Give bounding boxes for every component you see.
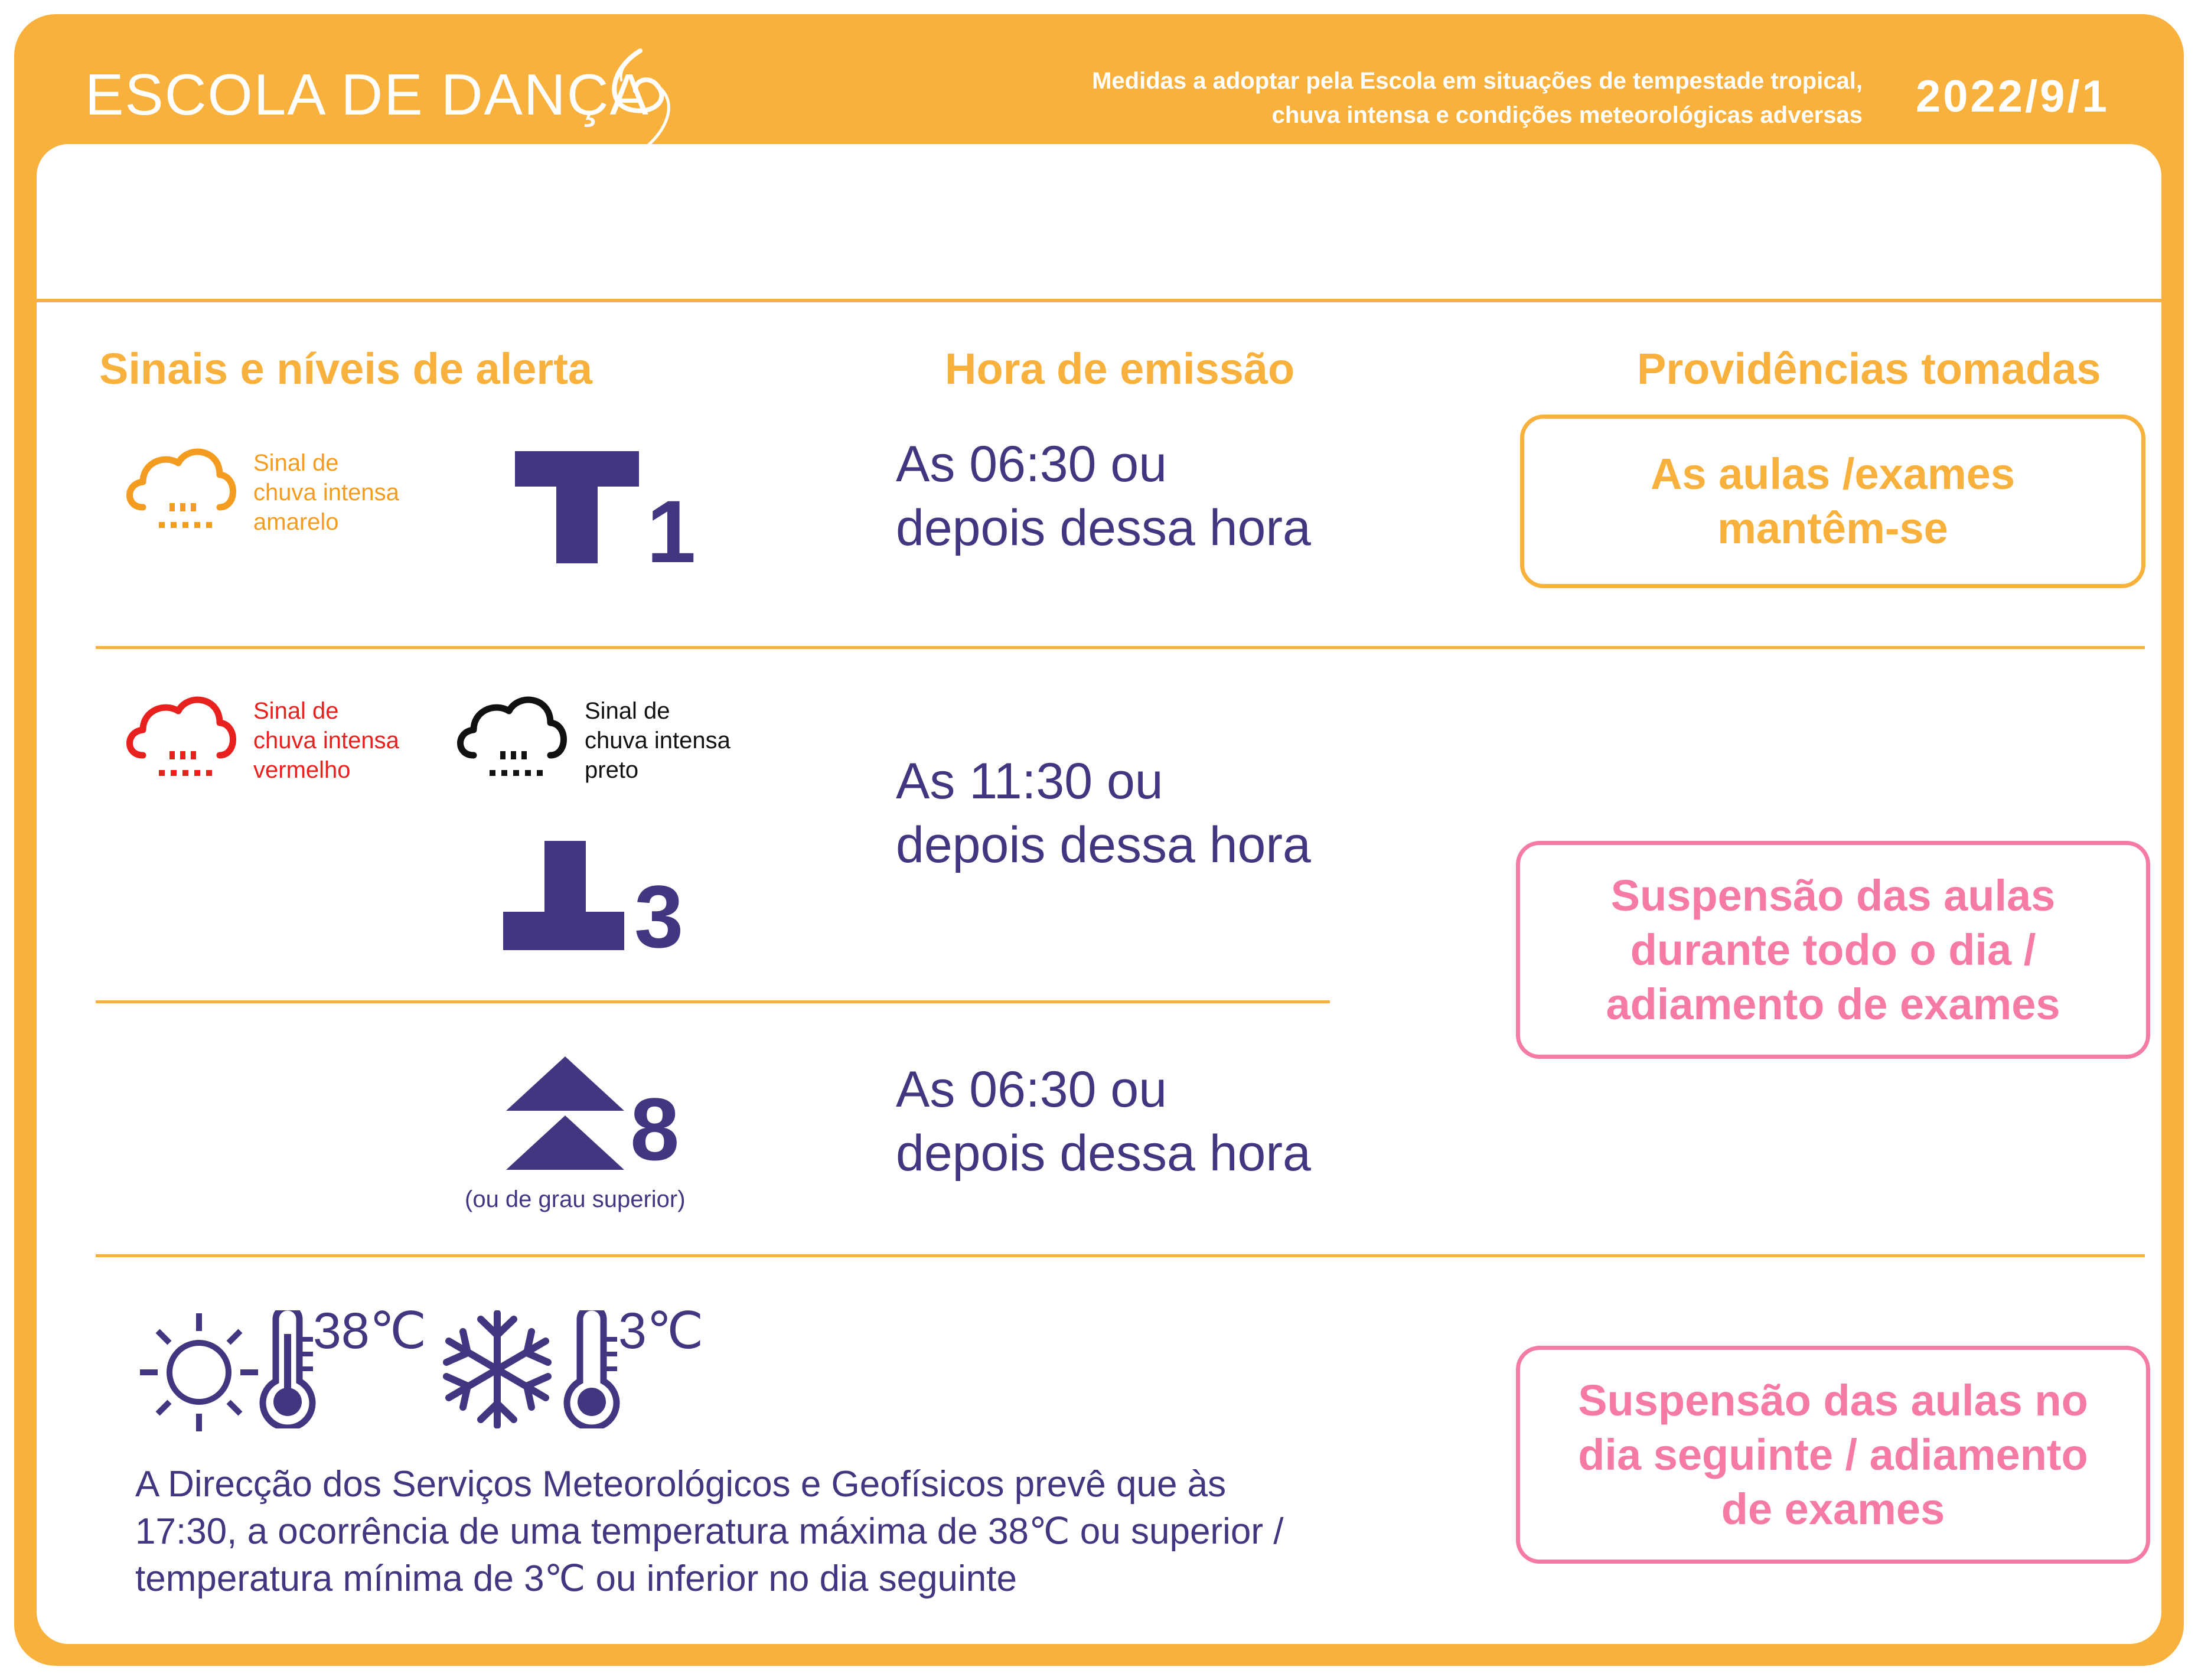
signal-label-line: chuva intensa [253, 728, 399, 753]
time-line: As 06:30 ou [896, 436, 1168, 492]
action-line: Suspensão das aulas [1610, 870, 2056, 920]
column-header-divider [37, 299, 2161, 302]
subtitle-line-1: Medidas a adoptar pela Escola em situações de tempestade tropical, [1092, 68, 1863, 94]
notice-subtitle [900, 64, 1863, 132]
issue-time-row-3 [896, 1058, 1311, 1185]
rain-cloud-yellow-icon [122, 439, 240, 543]
column-header-actions: Providências tomadas [1637, 344, 2101, 393]
signal-label-line: Sinal de [253, 450, 339, 476]
typhoon-number-1: 1 [647, 482, 696, 581]
signal-label-line: chuva intensa [585, 728, 731, 753]
signal-label-line: Sinal de [253, 698, 339, 724]
signal-label-red [253, 696, 399, 785]
action-line: durante todo o dia / [1630, 925, 2036, 974]
time-line: depois dessa hora [896, 1125, 1311, 1182]
forecast-text [135, 1461, 1470, 1603]
time-line: As 06:30 ou [896, 1061, 1168, 1118]
row-divider-2 [96, 1000, 1330, 1003]
notice-date: 2022/9/1 [1916, 71, 2109, 122]
subtitle-line-2: chuva intensa e condições meteorológicas adversas [1271, 102, 1863, 128]
time-line: As 11:30 ou [896, 753, 1163, 810]
signal-label-line: Sinal de [585, 698, 670, 724]
thermometer-icon [255, 1310, 320, 1428]
signal-label-yellow [253, 448, 399, 537]
typhoon-note: (ou de grau superior) [465, 1186, 686, 1212]
time-line: depois dessa hora [896, 817, 1311, 873]
action-line: de exames [1721, 1484, 1945, 1534]
time-line: depois dessa hora [896, 500, 1311, 556]
thermometer-icon [559, 1310, 624, 1428]
typhoon-number-8: 8 [630, 1079, 680, 1179]
action-box-classes-continue [1520, 415, 2145, 588]
signal-label-line: vermelho [253, 757, 351, 783]
signal-label-black [585, 696, 731, 785]
signal-label-line: amarelo [253, 509, 339, 535]
forecast-line: 17:30, a ocorrência de uma temperatura máxima de 38℃ ou superior / [135, 1511, 1284, 1552]
action-box-suspend-today [1516, 841, 2150, 1059]
content-panel [37, 144, 2161, 1644]
rain-cloud-black-icon [453, 687, 571, 791]
rain-cloud-red-icon [122, 687, 240, 791]
action-line: dia seguinte / adiamento [1578, 1430, 2088, 1479]
typhoon-number-3: 3 [634, 867, 684, 966]
temperature-low-label: 3℃ [618, 1303, 704, 1359]
school-name: ESCOLA DE DANÇA [85, 62, 650, 127]
notice-card [14, 14, 2184, 1666]
forecast-line: A Direcção dos Serviços Meteorológicos e Geofísicos prevê que às [135, 1464, 1227, 1505]
snowflake-icon [438, 1310, 556, 1428]
action-line: mantêm-se [1717, 504, 1948, 553]
typhoon-signal-1-icon [515, 451, 639, 563]
action-line: As aulas /exames [1650, 449, 2016, 498]
action-line: Suspensão das aulas no [1578, 1375, 2088, 1425]
typhoon-signal-3-icon [503, 841, 624, 950]
row-divider-1 [96, 646, 2145, 649]
action-box-suspend-next-day [1516, 1346, 2150, 1564]
signal-label-line: chuva intensa [253, 479, 399, 505]
sun-icon [140, 1313, 258, 1431]
issue-time-row-1 [896, 432, 1311, 560]
signal-label-line: preto [585, 757, 639, 783]
row-divider-3 [96, 1254, 2145, 1257]
typhoon-signal-8-icon [503, 1056, 627, 1177]
temperature-high-label: 38℃ [313, 1303, 427, 1359]
action-line: adiamento de exames [1606, 979, 2060, 1029]
issue-time-row-2 [896, 749, 1311, 877]
forecast-line: temperatura mínima de 3℃ ou inferior no dia seguinte [135, 1558, 1017, 1599]
column-header-signals: Sinais e níveis de alerta [99, 344, 592, 393]
column-header-time: Hora de emissão [945, 344, 1295, 393]
